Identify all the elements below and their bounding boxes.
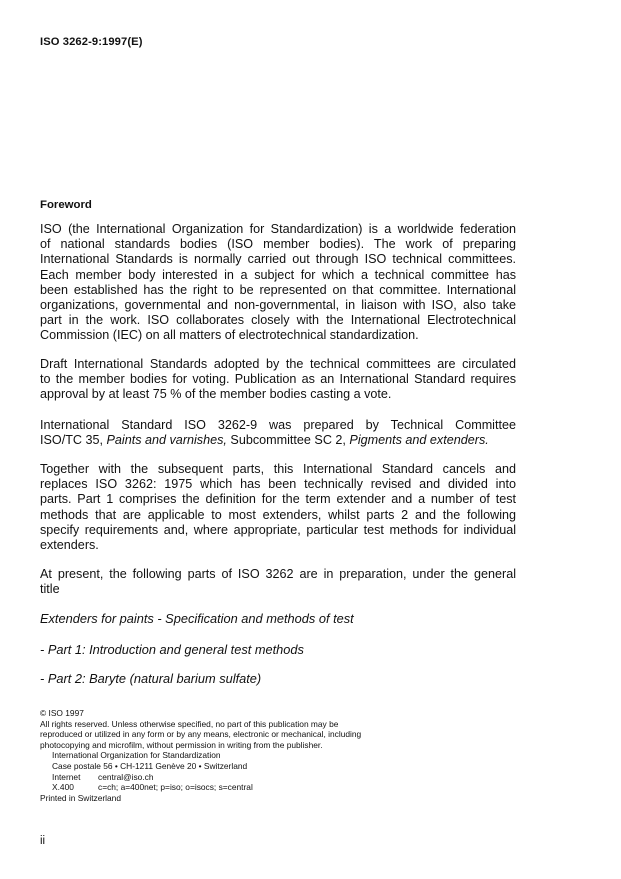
part-2-title: - Part 2: Baryte (natural barium sulfate)	[40, 671, 262, 686]
text-line: methods that are applicable to most extenders, whilst parts 2 and the following	[40, 507, 516, 522]
text-line: ISO (the International Organization for Standardization) is a worldwide federation	[40, 222, 516, 236]
text-line: replaces ISO 3262: 1975 which has been technically revised and divided into	[40, 477, 516, 492]
copyright-notice: © ISO 1997	[40, 708, 84, 718]
rights-line: photocopying and microfilm, without permission in writing from the publisher.	[40, 739, 323, 750]
text-line: extenders.	[40, 537, 99, 552]
foreword-paragraph-4	[40, 462, 516, 553]
text-line: specify requirements and, where appropriate, particular test methods for individual	[40, 522, 516, 537]
foreword-paragraph-5	[40, 567, 516, 597]
copyright-block	[40, 708, 400, 803]
rights-line: reproduced or utilized in any form or by any means, electronic or mechanical, including	[40, 729, 362, 740]
text-line: to the member bodies for voting. Publication as an International Standard requires	[40, 372, 516, 387]
committee-title: Paints and varnishes,	[106, 433, 227, 448]
general-title: Extenders for paints - Specification and methods of test	[40, 611, 354, 626]
printed-in: Printed in Switzerland	[40, 792, 121, 803]
internet-address	[40, 772, 400, 783]
foreword-paragraph-2	[40, 357, 516, 403]
x400-value: c=ch; a=400net; p=iso; o=isocs; s=central	[98, 782, 253, 793]
text-segment: ISO/TC 35,	[40, 433, 107, 448]
x400-address	[40, 782, 400, 793]
text-line: Commission (IEC) on all matters of electrotechnical standardization.	[40, 328, 419, 343]
internet-value: central@iso.ch	[98, 771, 154, 782]
text-line: International Standards is normally carried out through ISO technical committees.	[40, 252, 516, 267]
foreword-paragraph-1	[40, 222, 516, 344]
text-line: International Standard ISO 3262-9 was prepared by Technical Committee	[40, 418, 516, 432]
text-line: of national standards bodies (ISO member bodies). The work of preparing	[40, 237, 516, 252]
text-line: title	[40, 582, 60, 597]
postal-address: Case postale 56 • CH-1211 Genève 20 • Switzerland	[52, 760, 248, 771]
text-line	[40, 433, 516, 448]
foreword-paragraph-3	[40, 418, 516, 448]
text-line: parts. Part 1 comprises the definition for the term extender and a number of test	[40, 492, 516, 507]
part-1-title: - Part 1: Introduction and general test methods	[40, 642, 304, 657]
document-id-header: ISO 3262-9:1997(E)	[40, 36, 143, 48]
text-line: Each member body interested in a subject for which a technical committee has	[40, 267, 516, 282]
rights-line: All rights reserved. Unless otherwise specified, no part of this publication may be	[40, 718, 339, 729]
text-line: At present, the following parts of ISO 3262 are in preparation, under the general	[40, 567, 516, 581]
internet-label: Internet	[52, 771, 81, 782]
text-line: part in the work. ISO collaborates closely with the International Electrotechnical	[40, 313, 516, 328]
organization-name: International Organization for Standardization	[52, 750, 221, 761]
x400-label: X.400	[52, 782, 74, 793]
text-line: Together with the subsequent parts, this International Standard cancels and	[40, 462, 516, 476]
text-line: organizations, governmental and non-governmental, in liaison with ISO, also take	[40, 297, 516, 312]
text-segment: Subcommittee SC 2,	[226, 433, 350, 448]
subcommittee-title: Pigments and extenders.	[349, 433, 489, 448]
page-number: ii	[40, 835, 46, 847]
foreword-heading: Foreword	[40, 199, 92, 211]
text-line: been established has the right to be represented on that committee. International	[40, 282, 516, 297]
text-line: Draft International Standards adopted by the technical committees are circulated	[40, 357, 516, 371]
text-line: approval by at least 75 % of the member bodies casting a vote.	[40, 387, 392, 402]
